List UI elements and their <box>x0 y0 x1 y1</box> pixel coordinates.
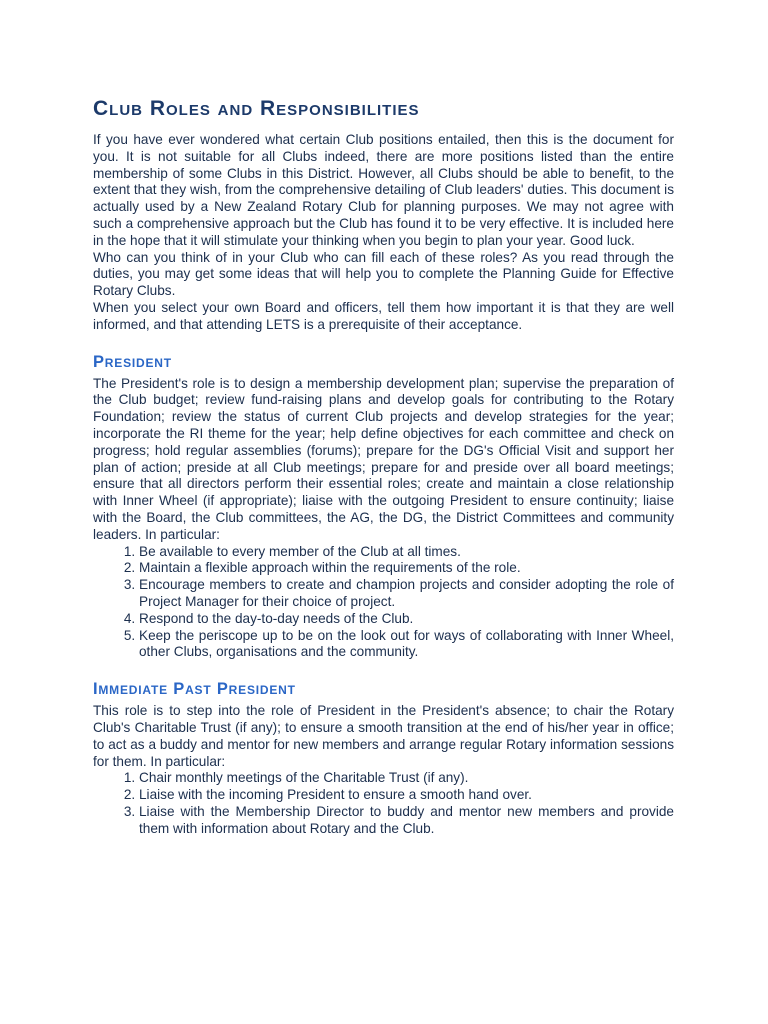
list-item: 2. Liaise with the incoming President to ensure a smooth hand over. <box>139 787 674 804</box>
section-body-immediate-past-president: This role is to step into the role of President in the President's absence; to chair the Rotary Club's Charitable Trust (if any); to ensure a smooth transition at the end of his/her year in office; to act as a buddy and mentor for new members and arrange regular Rotary information sessions for them. In particular: <box>93 703 674 769</box>
intro-paragraph-1: If you have ever wondered what certain Club positions entailed, then this is the document for you. It is not suitable for all Clubs indeed, there are more positions listed than the entire membership of some Clubs in this District. However, all Clubs should be able to benefit, to the extent that they wish, from the comprehensive detailing of Club leaders' duties. This document is actually used by a New Zealand Rotary Club for planning purposes. We may not agree with such a comprehensive approach but the Club has found it to be very effective. It is included here in the hope that it will stimulate your thinking when you begin to plan your year. Good luck. <box>93 132 674 248</box>
list-item: 3. Liaise with the Membership Director to buddy and mentor new members and provide them with information about Rotary and the Club. <box>139 804 674 838</box>
document-title: Club Roles and Responsibilities <box>93 97 420 120</box>
intro-paragraph-3: When you select your own Board and officers, tell them how important it is that they are well informed, and that attending LETS is a prerequisite of their acceptance. <box>93 299 674 332</box>
intro-paragraph-2: Who can you think of in your Club who can fill each of these roles? As you read through the duties, you may get some ideas that will help you to complete the Planning Guide for Effective Rotary Clubs. <box>93 249 674 299</box>
section-heading-immediate-past-president: Immediate Past President <box>93 680 296 699</box>
section-body-president: The President's role is to design a membership development plan; supervise the preparation of the Club budget; review fund-raising plans and develop goals for contributing to the Rotary Foundation; review the status of current Club projects and develop strategies for the year; incorporate the RI theme for the year; help define objectives for each committee and check on progress; hold regular assemblies (forums); prepare for the DG's Official Visit and support her plan of action; preside at all Club meetings; prepare for and preside over all board meetings; ensure that all directors perform their essential roles; create and maintain a close relationship with Inner Wheel (if appropriate); liaise with the outgoing President to ensure continuity; liaise with the Board, the Club committees, the AG, the DG, the District Committees and community leaders. In particular: <box>93 375 674 542</box>
president-duties-list <box>93 544 674 662</box>
list-item: 1. Be available to every member of the Club at all times. <box>139 544 674 561</box>
document-page <box>93 96 674 837</box>
section-heading-president: President <box>93 352 172 371</box>
list-item: 1. Chair monthly meetings of the Charitable Trust (if any). <box>139 770 674 787</box>
list-item: 4. Respond to the day-to-day needs of the Club. <box>139 611 674 628</box>
list-item: 3. Encourage members to create and champion projects and consider adopting the role of Project Manager for their choice of project. <box>139 577 674 611</box>
list-item: 5. Keep the periscope up to be on the look out for ways of collaborating with Inner Wheel, other Clubs, organisations and the community. <box>139 628 674 662</box>
list-item: 2. Maintain a flexible approach within the requirements of the role. <box>139 560 674 577</box>
immediate-past-president-duties-list <box>93 770 674 837</box>
